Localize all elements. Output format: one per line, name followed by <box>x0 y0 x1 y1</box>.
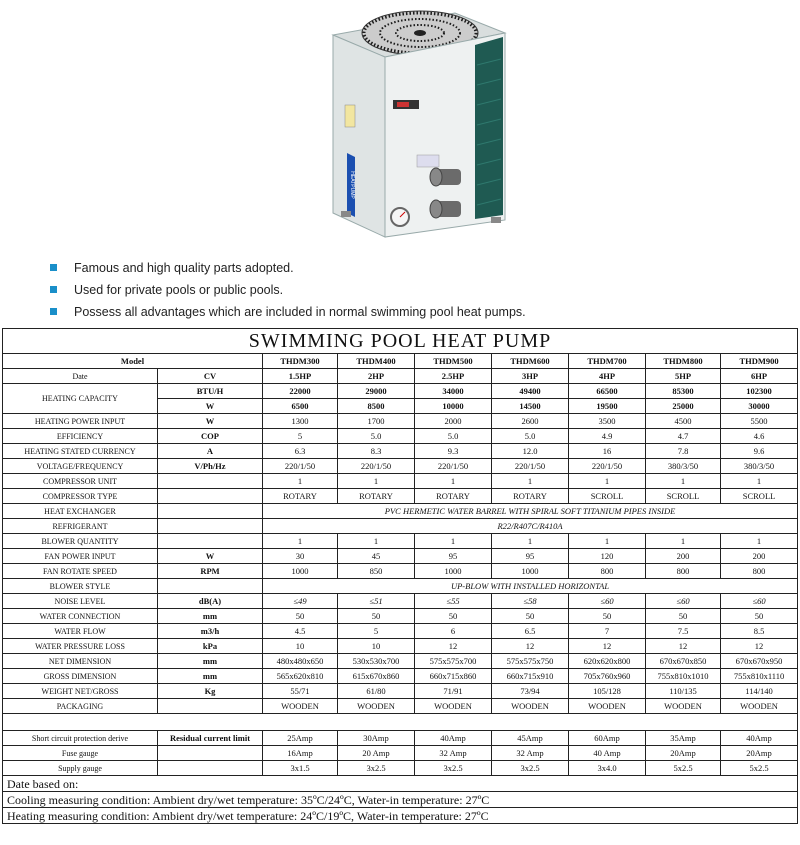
spec-value-cell: 660x715x860 <box>415 669 492 684</box>
spec-value-cell: 10000 <box>415 399 492 414</box>
spec-row <box>3 609 798 624</box>
spec-value-cell: 6.3 <box>263 444 338 459</box>
name-plate <box>417 155 439 167</box>
spec-value-cell: 1000 <box>415 564 492 579</box>
feature-text: Possess all advantages which are included in normal swimming pool heat pumps. <box>74 305 526 319</box>
spec-value-cell: 35Amp <box>646 731 721 746</box>
spec-value-cell: 1 <box>721 534 798 549</box>
spec-value-cell: 4.6 <box>721 429 798 444</box>
spec-value-cell: 5x2.5 <box>721 761 798 776</box>
spec-title: SWIMMING POOL HEAT PUMP <box>3 329 798 354</box>
spec-value-cell: 2000 <box>415 414 492 429</box>
spec-value-cell: 55/71 <box>263 684 338 699</box>
spec-value-cell: 660x715x910 <box>492 669 569 684</box>
spec-value-cell: 45 <box>338 549 415 564</box>
spec-header-row <box>3 354 798 369</box>
spec-row-label: HEATING STATED CURRENCY <box>3 444 158 459</box>
spec-value-cell: 8.5 <box>721 624 798 639</box>
spec-value-cell: 1 <box>569 474 646 489</box>
spec-value-cell: 120 <box>569 549 646 564</box>
footer-row <box>3 776 798 792</box>
spec-row <box>3 639 798 654</box>
spec-value-cell: 50 <box>646 609 721 624</box>
spec-row-unit: V/Ph/Hz <box>158 459 263 474</box>
spec-value-cell: 705x760x960 <box>569 669 646 684</box>
spec-row <box>3 579 798 594</box>
spec-value-cell: WOODEN <box>415 699 492 714</box>
spec-value-cell: 66500 <box>569 384 646 399</box>
model-name: THDM400 <box>338 354 415 369</box>
spec-value-cell: 5 <box>263 429 338 444</box>
spec-value-cell: ≤49 <box>263 594 338 609</box>
spec-value-cell: 800 <box>721 564 798 579</box>
spec-row-label: NET DIMENSION <box>3 654 158 669</box>
spec-value-cell: 20 Amp <box>338 746 415 761</box>
spec-value-cell: 3x2.5 <box>338 761 415 776</box>
spec-value-cell: 220/1/50 <box>263 459 338 474</box>
spec-value-cell: 3x1.5 <box>263 761 338 776</box>
spec-row <box>3 564 798 579</box>
spec-value-cell: 40Amp <box>721 731 798 746</box>
spec-row-unit <box>158 474 263 489</box>
spec-row-label: GROSS DIMENSION <box>3 669 158 684</box>
spec-row <box>3 714 798 731</box>
spec-value-cell: 3500 <box>569 414 646 429</box>
spec-value-cell: 755x810x1110 <box>721 669 798 684</box>
spec-value-cell: 9.3 <box>415 444 492 459</box>
spec-value-cell: 5.0 <box>492 429 569 444</box>
spec-row <box>3 699 798 714</box>
spec-value-cell: ≤55 <box>415 594 492 609</box>
spec-row <box>3 369 798 384</box>
feature-text: Used for private pools or public pools. <box>74 283 284 297</box>
spec-row-label: HEAT EXCHANGER <box>3 504 158 519</box>
spec-value-cell: 12 <box>415 639 492 654</box>
spec-row-label: WATER CONNECTION <box>3 609 158 624</box>
spec-value-cell: 1 <box>338 534 415 549</box>
spec-value-cell: 1 <box>338 474 415 489</box>
spec-row-label: WATER FLOW <box>3 624 158 639</box>
spec-value-cell: 105/128 <box>569 684 646 699</box>
spec-value-cell: 3x2.5 <box>415 761 492 776</box>
spec-value-cell: 9.6 <box>721 444 798 459</box>
spec-value-cell: 2.5HP <box>415 369 492 384</box>
spec-value-cell: SCROLL <box>569 489 646 504</box>
spec-value-cell: 22000 <box>263 384 338 399</box>
spec-value-cell: 114/140 <box>721 684 798 699</box>
spec-row <box>3 669 798 684</box>
footer-note: Heating measuring condition: Ambient dry/wet temperature: 24ºC/19ºC, Water-in temperature: 27ºC <box>3 808 798 824</box>
spec-value-cell: 1300 <box>263 414 338 429</box>
spec-row <box>3 519 798 534</box>
feature-item <box>50 258 526 280</box>
spec-value-cell: 850 <box>338 564 415 579</box>
model-name: THDM300 <box>263 354 338 369</box>
spec-value-cell: 4HP <box>569 369 646 384</box>
spec-value-cell: 19500 <box>569 399 646 414</box>
spec-value-cell: 6500 <box>263 399 338 414</box>
spec-value-cell: 20Amp <box>646 746 721 761</box>
spec-value-cell: 10 <box>263 639 338 654</box>
spec-row <box>3 731 798 746</box>
spec-row-label: FAN POWER INPUT <box>3 549 158 564</box>
feature-item <box>50 302 526 324</box>
spec-row <box>3 549 798 564</box>
spec-value-cell: ≤60 <box>569 594 646 609</box>
spec-value-cell: 50 <box>492 609 569 624</box>
spec-row <box>3 474 798 489</box>
spec-value-cell: 615x670x860 <box>338 669 415 684</box>
spec-row-unit <box>158 489 263 504</box>
spec-row-unit <box>158 519 263 534</box>
spec-row-label: BLOWER STYLE <box>3 579 158 594</box>
spec-value-cell: 530x530x700 <box>338 654 415 669</box>
spec-row-label: REFRIGERANT <box>3 519 158 534</box>
spec-value-cell: 1 <box>646 534 721 549</box>
spec-value-cell: 50 <box>721 609 798 624</box>
spec-value-cell: 1 <box>646 474 721 489</box>
spec-value-cell: 5.0 <box>415 429 492 444</box>
spec-row-unit: W <box>158 414 263 429</box>
spec-row-label: VOLTAGE/FREQUENCY <box>3 459 158 474</box>
spec-value-cell: 1 <box>263 474 338 489</box>
spec-value-cell: 1 <box>721 474 798 489</box>
spec-value-cell: 6HP <box>721 369 798 384</box>
spec-value-cell: 73/94 <box>492 684 569 699</box>
spec-value-cell: 3x2.5 <box>492 761 569 776</box>
spec-row-unit: mm <box>158 669 263 684</box>
spec-value-cell: 380/3/50 <box>721 459 798 474</box>
spec-value-cell: 2600 <box>492 414 569 429</box>
spec-row <box>3 459 798 474</box>
spec-row <box>3 761 798 776</box>
spec-value-cell: 30 <box>263 549 338 564</box>
spec-row <box>3 746 798 761</box>
spec-row-unit: RPM <box>158 564 263 579</box>
spec-value-cell: WOODEN <box>646 699 721 714</box>
spec-value-cell: 14500 <box>492 399 569 414</box>
spec-value-cell: 1700 <box>338 414 415 429</box>
square-bullet-icon <box>50 264 57 271</box>
spec-value-cell: 16 <box>569 444 646 459</box>
spec-value-cell: 20Amp <box>721 746 798 761</box>
spec-row-label: Fuse gauge <box>3 746 158 761</box>
spec-value-cell: 45Amp <box>492 731 569 746</box>
spec-value-cell: 50 <box>263 609 338 624</box>
spec-value-cell: 800 <box>646 564 721 579</box>
model-name: THDM800 <box>646 354 721 369</box>
spec-value-cell: 50 <box>338 609 415 624</box>
feature-item <box>50 280 526 302</box>
spec-value-cell: ROTARY <box>263 489 338 504</box>
spec-row <box>3 594 798 609</box>
spec-row-unit <box>158 534 263 549</box>
spec-value-cell: 95 <box>492 549 569 564</box>
model-header: Model <box>3 354 263 369</box>
spec-row-unit: m3/h <box>158 624 263 639</box>
spec-row-unit: W <box>158 549 263 564</box>
spec-value-cell: 25Amp <box>263 731 338 746</box>
spec-row-span-value: R22/R407C/R410A <box>263 519 798 534</box>
spec-value-cell: 220/1/50 <box>338 459 415 474</box>
spec-value-cell: 71/91 <box>415 684 492 699</box>
spec-title-row <box>3 329 798 354</box>
spec-row <box>3 654 798 669</box>
spec-value-cell: 2HP <box>338 369 415 384</box>
spec-value-cell: 1 <box>569 534 646 549</box>
feature-list <box>50 258 526 324</box>
spec-value-cell: 5HP <box>646 369 721 384</box>
spec-value-cell: 565x620x810 <box>263 669 338 684</box>
spec-row-label: WATER PRESSURE LOSS <box>3 639 158 654</box>
spec-value-cell: 12.0 <box>492 444 569 459</box>
spec-row-label: HEATING POWER INPUT <box>3 414 158 429</box>
spec-value-cell: 25000 <box>646 399 721 414</box>
spec-row-label: PACKAGING <box>3 699 158 714</box>
spec-value-cell: 50 <box>415 609 492 624</box>
spec-row <box>3 684 798 699</box>
spec-value-cell: 49400 <box>492 384 569 399</box>
spec-value-cell: 4.5 <box>263 624 338 639</box>
spec-row-unit: mm <box>158 609 263 624</box>
spec-row-label: Date <box>3 369 158 384</box>
spec-value-cell: 800 <box>569 564 646 579</box>
spec-value-cell: 1 <box>492 534 569 549</box>
spec-row-unit <box>158 504 263 519</box>
spec-value-cell: 1.5HP <box>263 369 338 384</box>
spec-row <box>3 444 798 459</box>
spec-value-cell: WOODEN <box>492 699 569 714</box>
spec-value-cell: ROTARY <box>338 489 415 504</box>
spec-value-cell: ROTARY <box>415 489 492 504</box>
spec-value-cell: 30000 <box>721 399 798 414</box>
square-bullet-icon <box>50 308 57 315</box>
spec-value-cell: 5.0 <box>338 429 415 444</box>
footer-row <box>3 808 798 824</box>
spec-row-label: COMPRESSOR TYPE <box>3 489 158 504</box>
spec-row-unit: COP <box>158 429 263 444</box>
spec-value-cell: 575x575x700 <box>415 654 492 669</box>
spec-row-unit: W <box>158 399 263 414</box>
spec-value-cell: 200 <box>721 549 798 564</box>
spec-value-cell: 29000 <box>338 384 415 399</box>
spec-value-cell: 755x810x1010 <box>646 669 721 684</box>
spec-row-unit: mm <box>158 654 263 669</box>
spec-row <box>3 429 798 444</box>
spec-value-cell: 1 <box>492 474 569 489</box>
spec-value-cell: 6.5 <box>492 624 569 639</box>
footer-note: Date based on: <box>3 776 798 792</box>
spec-value-cell: 7.8 <box>646 444 721 459</box>
spec-value-cell: ROTARY <box>492 489 569 504</box>
spec-value-cell: SCROLL <box>721 489 798 504</box>
blank-cell <box>3 714 798 731</box>
spec-value-cell: 12 <box>569 639 646 654</box>
feature-text: Famous and high quality parts adopted. <box>74 261 294 275</box>
spec-value-cell: WOODEN <box>338 699 415 714</box>
spec-value-cell: ≤60 <box>721 594 798 609</box>
spec-row <box>3 624 798 639</box>
spec-row <box>3 504 798 519</box>
spec-row-label: NOISE LEVEL <box>3 594 158 609</box>
spec-value-cell: 12 <box>492 639 569 654</box>
model-name: THDM600 <box>492 354 569 369</box>
footer-note: Cooling measuring condition: Ambient dry/wet temperature: 35ºC/24ºC, Water-in temperature: 27ºC <box>3 792 798 808</box>
spec-row <box>3 534 798 549</box>
spec-row <box>3 384 798 399</box>
spec-row-unit: BTU/H <box>158 384 263 399</box>
spec-value-cell: 50 <box>569 609 646 624</box>
spec-row-span-value: PVC HERMETIC WATER BARREL WITH SPIRAL SOFT TITANIUM PIPES INSIDE <box>263 504 798 519</box>
brand-label: HEATPUMP <box>349 171 355 199</box>
spec-value-cell: SCROLL <box>646 489 721 504</box>
spec-value-cell: 32 Amp <box>492 746 569 761</box>
spec-row-unit: kPa <box>158 639 263 654</box>
spec-value-cell: 220/1/50 <box>415 459 492 474</box>
spec-value-cell: 5x2.5 <box>646 761 721 776</box>
spec-value-cell: 102300 <box>721 384 798 399</box>
spec-row-unit: A <box>158 444 263 459</box>
spec-row-label: EFFICIENCY <box>3 429 158 444</box>
spec-value-cell: 32 Amp <box>415 746 492 761</box>
model-name: THDM500 <box>415 354 492 369</box>
spec-row-unit: dB(A) <box>158 594 263 609</box>
spec-value-cell: 220/1/50 <box>492 459 569 474</box>
spec-value-cell: 1 <box>415 474 492 489</box>
spec-value-cell: 95 <box>415 549 492 564</box>
spec-value-cell: WOODEN <box>721 699 798 714</box>
spec-row-unit <box>158 699 263 714</box>
spec-value-cell: 4.9 <box>569 429 646 444</box>
spec-value-cell: 8.3 <box>338 444 415 459</box>
spec-row-unit <box>158 761 263 776</box>
spec-value-cell: 40 Amp <box>569 746 646 761</box>
spec-value-cell: 1000 <box>492 564 569 579</box>
square-bullet-icon <box>50 286 57 293</box>
spec-row-unit: CV <box>158 369 263 384</box>
spec-value-cell: 670x670x950 <box>721 654 798 669</box>
spec-value-cell: 670x670x850 <box>646 654 721 669</box>
spec-value-cell: ≤51 <box>338 594 415 609</box>
spec-table <box>2 328 798 824</box>
spec-value-cell: 620x620x800 <box>569 654 646 669</box>
spec-value-cell: 10 <box>338 639 415 654</box>
spec-value-cell: 30Amp <box>338 731 415 746</box>
spec-value-cell: 5500 <box>721 414 798 429</box>
spec-row-unit: Residual current limit <box>158 731 263 746</box>
spec-value-cell: 3x4.0 <box>569 761 646 776</box>
spec-value-cell: 220/1/50 <box>569 459 646 474</box>
spec-value-cell: 12 <box>721 639 798 654</box>
spec-row-unit <box>158 579 263 594</box>
spec-value-cell: WOODEN <box>263 699 338 714</box>
spec-value-cell: ≤58 <box>492 594 569 609</box>
unit-left-side <box>333 35 385 237</box>
spec-value-cell: 61/80 <box>338 684 415 699</box>
spec-value-cell: 1 <box>415 534 492 549</box>
spec-value-cell: 200 <box>646 549 721 564</box>
spec-value-cell: 575x575x750 <box>492 654 569 669</box>
spec-row-unit <box>158 746 263 761</box>
spec-row-label: Short circuit protection derive <box>3 731 158 746</box>
spec-row <box>3 414 798 429</box>
model-name: THDM900 <box>721 354 798 369</box>
spec-value-cell: 110/135 <box>646 684 721 699</box>
spec-value-cell: WOODEN <box>569 699 646 714</box>
spec-value-cell: ≤60 <box>646 594 721 609</box>
spec-row-label: FAN ROTATE SPEED <box>3 564 158 579</box>
spec-value-cell: 1000 <box>263 564 338 579</box>
heat-pump-product-image <box>305 5 525 245</box>
fan-hub-icon <box>414 30 426 36</box>
spec-value-cell: 16Amp <box>263 746 338 761</box>
spec-row-span-value: UP-BLOW WITH INSTALLED HORIZONTAL <box>263 579 798 594</box>
spec-row-label: HEATING CAPACITY <box>3 384 158 414</box>
spec-value-cell: 3HP <box>492 369 569 384</box>
spec-value-cell: 12 <box>646 639 721 654</box>
spec-value-cell: 34000 <box>415 384 492 399</box>
spec-value-cell: 6 <box>415 624 492 639</box>
spec-row-label: COMPRESSOR UNIT <box>3 474 158 489</box>
spec-row-label: Supply gauge <box>3 761 158 776</box>
spec-value-cell: 7 <box>569 624 646 639</box>
spec-row-label: BLOWER QUANTITY <box>3 534 158 549</box>
spec-value-cell: 8500 <box>338 399 415 414</box>
spec-row <box>3 489 798 504</box>
footer-row <box>3 792 798 808</box>
spec-value-cell: 480x480x650 <box>263 654 338 669</box>
spec-value-cell: 380/3/50 <box>646 459 721 474</box>
spec-value-cell: 4.7 <box>646 429 721 444</box>
spec-value-cell: 60Amp <box>569 731 646 746</box>
model-name: THDM700 <box>569 354 646 369</box>
spec-value-cell: 40Amp <box>415 731 492 746</box>
spec-value-cell: 4500 <box>646 414 721 429</box>
spec-value-cell: 85300 <box>646 384 721 399</box>
spec-row-label: WEIGHT NET/GROSS <box>3 684 158 699</box>
warning-label <box>345 105 355 127</box>
spec-row-unit: Kg <box>158 684 263 699</box>
spec-value-cell: 1 <box>263 534 338 549</box>
spec-value-cell: 7.5 <box>646 624 721 639</box>
spec-value-cell: 5 <box>338 624 415 639</box>
